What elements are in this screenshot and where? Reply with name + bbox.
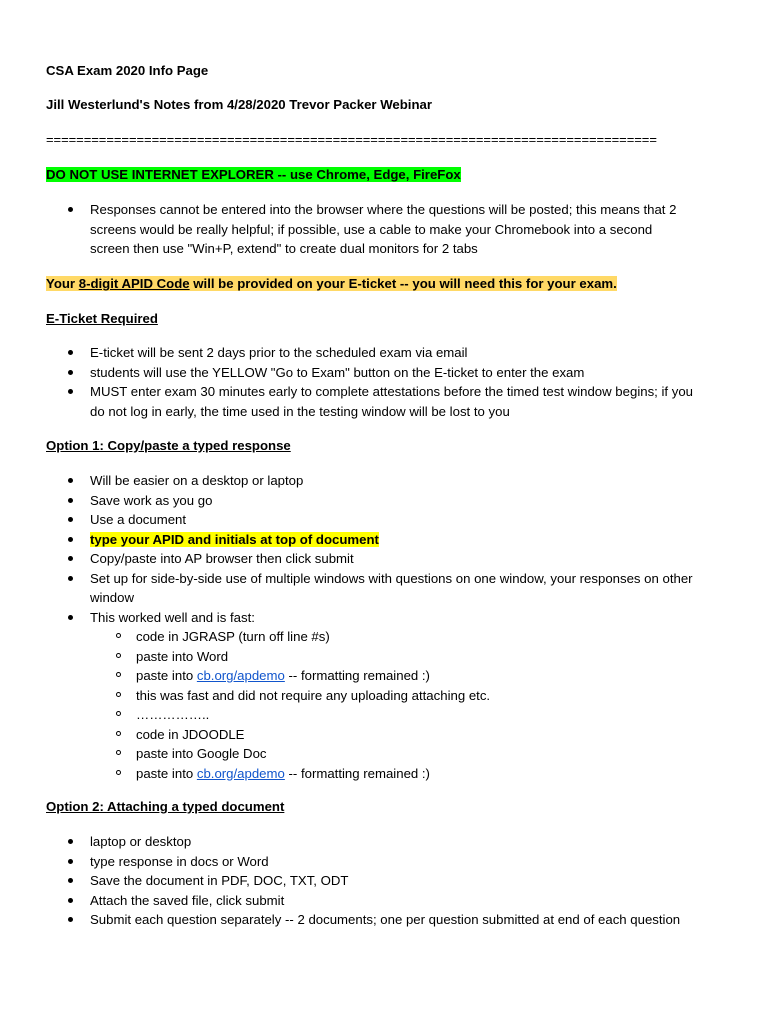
apid-notice-post: will be provided on your E-ticket -- you will need this for your exam. xyxy=(189,276,617,291)
list-item-continuation: screens would be really helpful; if possible, use a cable to make your Chromebook into a second xyxy=(90,221,653,237)
sub-list-item: this was fast and did not require any uploading attaching etc. xyxy=(46,686,693,706)
list-item-continuation: do not log in early, the time used in the testing window will be lost to you xyxy=(90,403,510,419)
paste-prefix: paste into xyxy=(136,668,197,683)
list-item: type response in docs or Word xyxy=(46,852,680,872)
eticket-heading: E-Ticket Required xyxy=(46,311,158,326)
apid-notice xyxy=(46,274,617,294)
apdemo-link[interactable]: cb.org/apdemo xyxy=(196,668,285,683)
sub-list-item: …………….. xyxy=(46,705,693,725)
list-item: Will be easier on a desktop or laptop xyxy=(46,471,693,491)
browser-warning xyxy=(46,165,461,185)
list-item: Attach the saved file, click submit xyxy=(46,891,680,911)
option1-heading: Option 1: Copy/paste a typed response xyxy=(46,438,291,453)
list-item: Set up for side-by-side use of multiple windows with questions on one window, your responses on other xyxy=(46,569,693,589)
sub-list-item: code in JDOODLE xyxy=(46,725,693,745)
list-item: Copy/paste into AP browser then click submit xyxy=(46,549,693,569)
paste-prefix: paste into xyxy=(136,765,197,781)
apid-code-link[interactable]: 8-digit APID Code xyxy=(78,276,190,291)
list-item-continuation: screen then use "Win+P, extend" to create dual monitors for 2 tabs xyxy=(90,241,478,256)
page-title: CSA Exam 2020 Info Page xyxy=(46,63,209,78)
browser-bullet-list xyxy=(46,200,676,259)
eticket-list xyxy=(46,343,693,421)
sub-list-item: code in JGRASP (turn off line #s) xyxy=(46,627,693,647)
apid-initials-note: type your APID and initials at top of document xyxy=(90,531,379,547)
sub-list-item: paste into Google Doc xyxy=(46,744,693,764)
sub-list-item: paste into Word xyxy=(46,647,693,667)
page-subtitle: Jill Westerlund's Notes from 4/28/2020 Trevor Packer Webinar xyxy=(46,97,432,112)
list-item: Submit each question separately -- 2 documents; one per question submitted at end of each question xyxy=(46,910,680,930)
list-item: students will use the YELLOW "Go to Exam" button on the E-ticket to enter the exam xyxy=(46,363,693,383)
option2-heading: Option 2: Attaching a typed document xyxy=(46,799,285,814)
list-item: Save the document in PDF, DOC, TXT, ODT xyxy=(46,871,680,891)
separator-line: ================================================================================= xyxy=(46,132,657,147)
list-item: This worked well and is fast: xyxy=(46,608,693,628)
sub-list-item xyxy=(46,764,693,784)
list-item: MUST enter exam 30 minutes early to complete attestations before the timed test window begins; if you xyxy=(46,382,693,402)
list-item-highlight xyxy=(46,530,693,550)
option1-list xyxy=(46,471,693,783)
list-item: Use a document xyxy=(46,510,693,530)
sub-list-item xyxy=(46,666,693,686)
apdemo-link[interactable]: cb.org/apdemo xyxy=(196,765,285,781)
list-item: Save work as you go xyxy=(46,491,693,511)
list-item-continuation: window xyxy=(90,590,134,605)
paste-suffix: -- formatting remained :) xyxy=(284,765,430,781)
list-item: laptop or desktop xyxy=(46,832,680,852)
list-item: E-ticket will be sent 2 days prior to the scheduled exam via email xyxy=(46,343,693,363)
list-item: Responses cannot be entered into the browser where the questions will be posted; this means that 2 xyxy=(46,200,676,220)
paste-suffix: -- formatting remained :) xyxy=(284,668,430,683)
option2-list xyxy=(46,832,680,930)
browser-warning-text: DO NOT USE INTERNET EXPLORER -- use Chrome, Edge, FireFox xyxy=(46,167,461,182)
apid-notice-pre: Your xyxy=(46,276,79,291)
